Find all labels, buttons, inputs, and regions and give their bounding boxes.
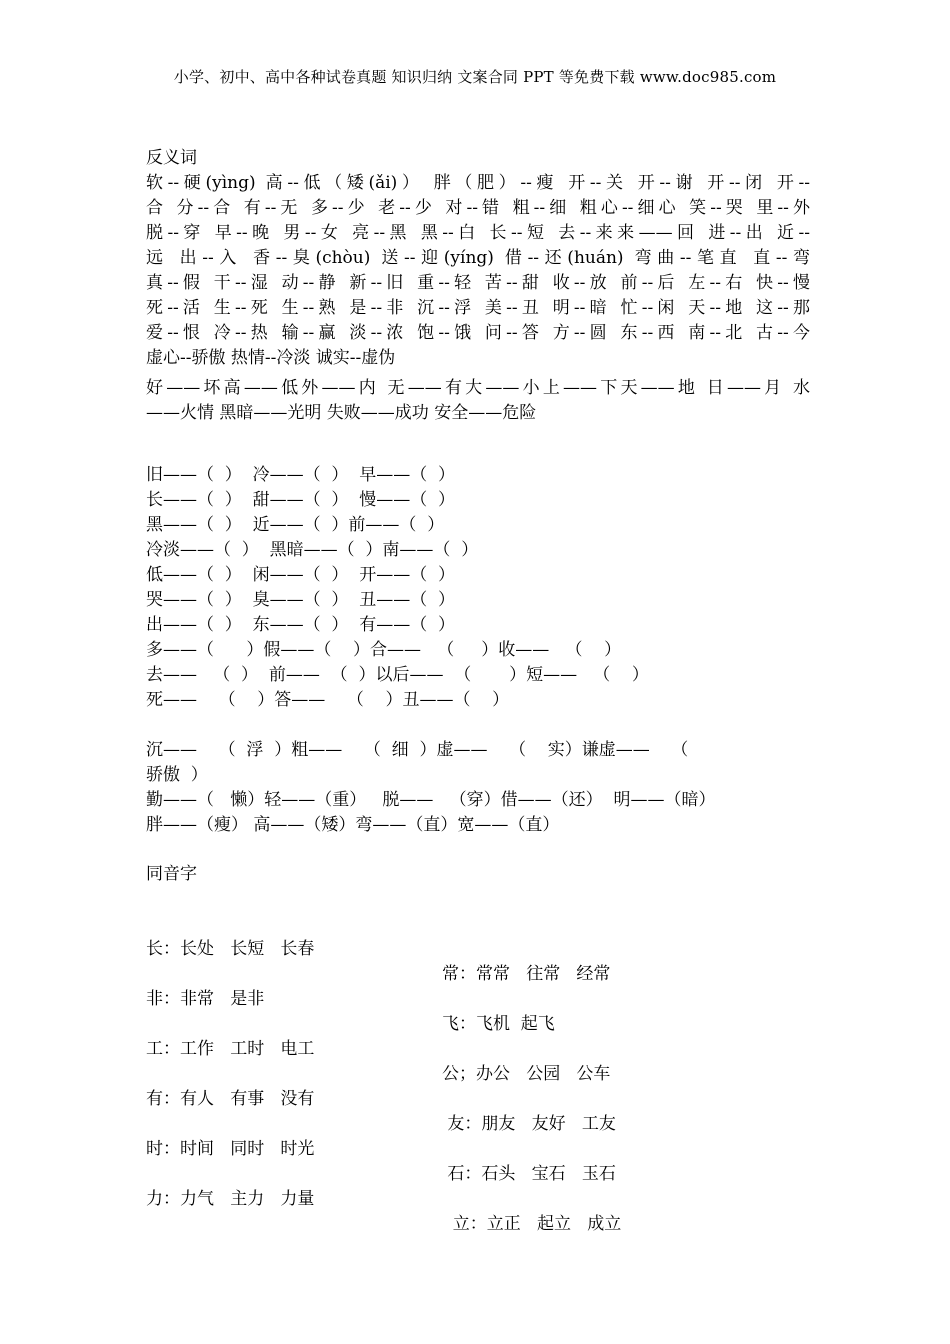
exercise-line: 多——（ ）假——（ ）合—— （ ）收—— （ ） bbox=[146, 640, 622, 660]
exercise-line: 死—— （ ）答—— （ ）丑——（ ） bbox=[146, 690, 510, 710]
antonyms-section bbox=[146, 146, 810, 426]
exercise-line: 旧——（ ） 冷——（ ） 早——（ ） bbox=[146, 465, 456, 485]
antonym-line: 爱--恨 冷--热 输--赢 淡--浓 饱--饿 问--答 方--圆 东--西 南--北 古--今 bbox=[146, 323, 810, 343]
homophones-section bbox=[146, 862, 810, 1234]
section-title-homophones: 同音字 bbox=[146, 864, 197, 884]
exercise-line: 去—— （ ） 前—— （ ）以后—— （ ）短—— （ ） bbox=[146, 665, 649, 685]
exercise-line: 出——（ ） 东——（ ） 有——（ ） bbox=[146, 615, 456, 635]
exercise-section bbox=[146, 463, 810, 838]
exercise-line: 低——（ ） 闲——（ ） 开——（ ） bbox=[146, 565, 456, 585]
homophone-right: 飞：飞机 起飞 bbox=[442, 1014, 555, 1034]
homophone-left: 有：有人 有事 没有 bbox=[146, 1089, 315, 1109]
exercise-line: 黑——（ ） 近——（ ）前——（ ） bbox=[146, 515, 445, 535]
antonym-line: 脱--穿 早--晚 男--女 亮--黑 黑--白 长--短 去--来来——回 进--出 近-- bbox=[146, 223, 810, 243]
antonym-line: 真--假 干--湿 动--静 新--旧 重--轻 苦--甜 收--放 前--后 左--右 快--慢 bbox=[146, 273, 810, 293]
homophone-right: 公；办公 公园 公车 bbox=[442, 1064, 611, 1084]
exercise-line: 冷淡——（ ） 黑暗——（ ）南——（ ） bbox=[146, 540, 479, 560]
antonym-line: 死--活 生--死 生--熟 是--非 沉--浮 美--丑 明--暗 忙--闲 天--地 这--那 bbox=[146, 298, 810, 318]
homophone-row bbox=[146, 1112, 810, 1184]
homophone-left: 力：力气 主力 力量 bbox=[146, 1189, 315, 1209]
homophone-row bbox=[146, 1162, 810, 1234]
exercise-line: 长——（ ） 甜——（ ） 慢——（ ） bbox=[146, 490, 456, 510]
antonym-line: 远 出--入 香--臭(chòu) 送--迎(yíng) 借--还(huán) 弯曲--笔直 直--弯 bbox=[146, 248, 810, 268]
homophone-right: 常：常常 往常 经常 bbox=[442, 964, 611, 984]
homophone-row bbox=[146, 1062, 810, 1134]
antonym-line: 好——坏高——低外——内 无——有大——小上——下天——地 日——月 水 bbox=[146, 378, 810, 398]
homophone-left: 时：时间 同时 时光 bbox=[146, 1139, 315, 1159]
antonym-line: 软--硬(yìng) 高--低（矮(ǎi)） 胖（肥）--瘦 开--关 开--谢 开--闭 开-- bbox=[146, 173, 810, 193]
antonym-line: 合 分--合 有--无 多--少 老--少 对--错 粗--细 粗心--细心 笑--哭 里--外 bbox=[146, 198, 810, 218]
homophone-row bbox=[146, 912, 810, 984]
page-header: 小学、初中、高中各种试卷真题 知识归纳 文案合同 PPT 等免费下载 www.doc985.com bbox=[173, 68, 777, 86]
homophone-row bbox=[146, 962, 810, 1034]
antonym-line: 虚心--骄傲 热情--冷淡 诚实--虚伪 bbox=[146, 348, 396, 368]
section-title-antonyms: 反义词 bbox=[146, 148, 197, 168]
homophone-left: 工：工作 工时 电工 bbox=[146, 1039, 315, 1059]
exercise-line: 哭——（ ） 臭——（ ） 丑——（ ） bbox=[146, 590, 456, 610]
homophone-left: 长：长处 长短 长春 bbox=[146, 939, 315, 959]
homophone-left: 非：非常 是非 bbox=[146, 989, 265, 1009]
answer-line: 骄傲 ） bbox=[146, 765, 208, 785]
homophone-row bbox=[146, 1012, 810, 1084]
homophone-right: 石：石头 宝石 玉石 bbox=[442, 1164, 616, 1184]
homophone-right: 友：朋友 友好 工友 bbox=[442, 1114, 616, 1134]
answer-line: 沉—— （ 浮 ）粗—— （ 细 ）虚—— （ 实）谦虚—— （ bbox=[146, 740, 689, 760]
answer-line: 胖——（瘦） 高——（矮）弯——（直）宽——（直） bbox=[146, 815, 560, 835]
antonym-line: ——火情 黑暗——光明 失败——成功 安全——危险 bbox=[146, 403, 537, 423]
answer-line: 勤——（ 懒）轻——（重） 脱—— （穿）借——（还） 明——（暗） bbox=[146, 790, 716, 810]
homophone-right: 立：立正 起立 成立 bbox=[442, 1214, 622, 1234]
